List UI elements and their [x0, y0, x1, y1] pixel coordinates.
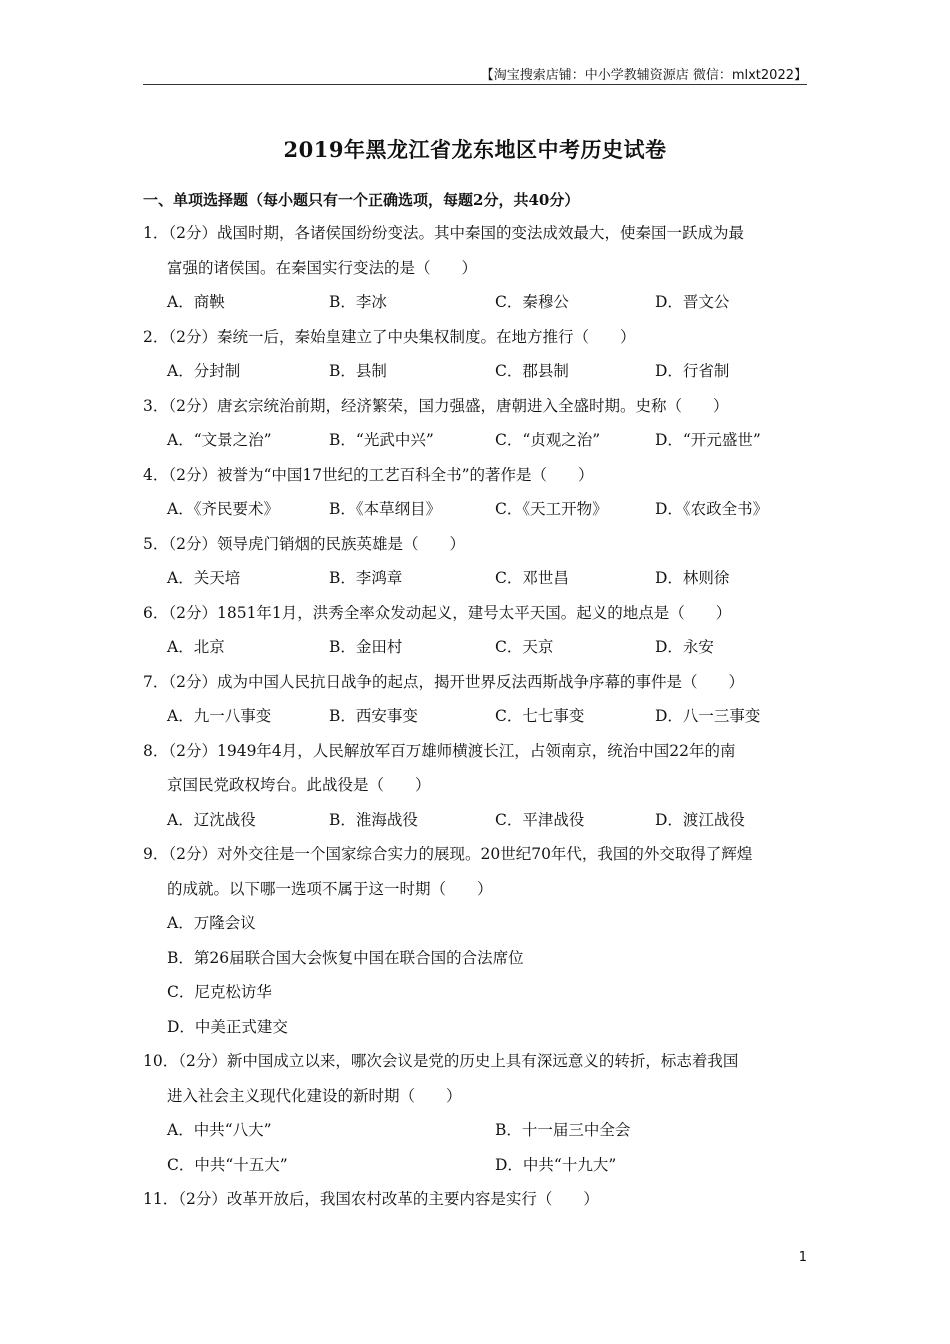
- page-number: 1: [798, 1250, 807, 1265]
- question-number: 5．: [143, 534, 169, 553]
- option-a: A．关天培: [167, 569, 241, 587]
- option-b: B．十一届三中全会: [495, 1121, 631, 1139]
- option-a: A．“文景之治”: [167, 431, 272, 449]
- option-d: D．行省制: [655, 362, 730, 380]
- option-d: D．“开元盛世”: [655, 431, 761, 449]
- question-stem: （2分）改革开放后，我国农村改革的主要内容是实行（ ）: [178, 1190, 599, 1208]
- question-5: [143, 533, 813, 602]
- question-10: [143, 1050, 813, 1188]
- option-c: C．郡县制: [495, 362, 569, 380]
- question-number: 8．: [143, 741, 169, 760]
- option-a: A．分封制: [167, 362, 241, 380]
- option-d: D．中共“十九大”: [495, 1155, 617, 1174]
- question-number: 9．: [143, 845, 169, 863]
- question-stem-cont: 富强的诸侯国。在秦国实行变法的是（ ）: [167, 258, 478, 277]
- option-c: C．邓世昌: [495, 569, 569, 587]
- question-stem: （2分）新中国成立以来，哪次会议是党的历史上具有深远意义的转折，标志着我国: [178, 1052, 739, 1070]
- option-a: A．商鞅: [167, 293, 225, 311]
- option-a: A．辽沈战役: [167, 810, 256, 829]
- section-heading: 一、单项选择题（每小题只有一个正确选项，每题2分，共40分）: [143, 191, 580, 209]
- option-d: D．林则徐: [655, 569, 730, 587]
- option-b: B．“光武中兴”: [329, 431, 434, 449]
- option-b: B．淮海战役: [329, 810, 418, 829]
- question-stem: （2分）领导虎门销烟的民族英雄是（ ）: [168, 534, 465, 553]
- option-c: C．平津战役: [495, 810, 585, 829]
- question-stem-cont: 京国民党政权垮台。此战役是（ ）: [167, 776, 431, 794]
- question-number: 2．: [143, 327, 169, 346]
- question-number: 6．: [143, 603, 169, 622]
- question-stem: （2分）被誉为“中国17世纪的工艺百科全书”的著作是（ ）: [168, 465, 594, 484]
- option-a: A．中共“八大”: [167, 1121, 272, 1139]
- question-2: [143, 326, 813, 395]
- option-b: B．第26届联合国大会恢复中国在联合国的合法席位: [167, 948, 524, 967]
- question-number: 10．: [143, 1052, 179, 1070]
- option-a: A．北京: [167, 638, 225, 656]
- option-c: C．《天工开物》: [495, 500, 608, 518]
- question-stem: （2分）战国时期，各诸侯国纷纷变法。其中秦国的变法成效最大，使秦国一跃成为最: [168, 224, 744, 242]
- option-b: B．《本草纲目》: [329, 500, 442, 518]
- option-b: B．李冰: [329, 293, 387, 311]
- option-d: D．八一三事变: [655, 707, 761, 725]
- question-number: 3．: [143, 396, 169, 415]
- question-1: [143, 222, 813, 326]
- question-stem: （2分）秦统一后，秦始皇建立了中央集权制度。在地方推行（ ）: [168, 327, 636, 346]
- question-8: [143, 740, 813, 844]
- question-stem-cont: 进入社会主义现代化建设的新时期（ ）: [167, 1086, 462, 1105]
- question-stem-cont: 的成就。以下哪一选项不属于这一时期（ ）: [167, 879, 493, 898]
- option-b: B．金田村: [329, 638, 403, 656]
- question-stem: （2分）成为中国人民抗日战争的起点，揭开世界反法西斯战争序幕的事件是（ ）: [168, 672, 744, 691]
- option-a: A．万隆会议: [167, 914, 256, 932]
- question-3: [143, 395, 813, 464]
- option-c: C．天京: [495, 638, 554, 656]
- question-11: [143, 1188, 813, 1223]
- header-note: 【淘宝搜索店铺：中小学教辅资源店 微信：mlxt2022】: [480, 68, 807, 83]
- question-stem: （2分）唐玄宗统治前期，经济繁荣，国力强盛，唐朝进入全盛时期。史称（ ）: [168, 396, 729, 415]
- option-d: D．渡江战役: [655, 810, 745, 829]
- option-a: A．《齐民要术》: [167, 500, 279, 518]
- option-d: D．《农政全书》: [655, 500, 769, 518]
- question-number: 7．: [143, 672, 169, 691]
- option-b: B．西安事变: [329, 707, 418, 725]
- option-c: C．中共“十五大”: [167, 1155, 288, 1174]
- question-stem: （2分）1949年4月，人民解放军百万雄师横渡长江，占领南京，统治中国22年的南: [168, 741, 736, 760]
- page-title: 2019年黑龙江省龙东地区中考历史试卷: [283, 137, 667, 162]
- option-b: B．县制: [329, 362, 387, 380]
- option-c: C．秦穆公: [495, 293, 569, 311]
- option-b: B．李鸿章: [329, 569, 403, 587]
- question-6: [143, 602, 813, 671]
- question-list: [143, 222, 813, 1223]
- question-4: [143, 464, 813, 533]
- option-c: C．尼克松访华: [167, 983, 272, 1001]
- question-number: 4．: [143, 465, 169, 484]
- option-a: A．九一八事变: [167, 707, 272, 725]
- option-c: C．“贞观之治”: [495, 431, 601, 449]
- question-stem: （2分）1851年1月，洪秀全率众发动起义，建号太平天国。起义的地点是（ ）: [168, 603, 732, 622]
- question-number: 1．: [143, 224, 169, 242]
- question-7: [143, 671, 813, 740]
- option-c: C．七七事变: [495, 707, 585, 725]
- option-d: D．永安: [655, 638, 714, 656]
- option-d: D．晋文公: [655, 293, 730, 311]
- question-9: [143, 843, 813, 1050]
- question-stem: （2分）对外交往是一个国家综合实力的展现。20世纪70年代，我国的外交取得了辉煌: [168, 845, 753, 863]
- header-rule: [143, 84, 807, 85]
- question-number: 11．: [143, 1190, 179, 1208]
- option-d: D．中美正式建交: [167, 1017, 288, 1036]
